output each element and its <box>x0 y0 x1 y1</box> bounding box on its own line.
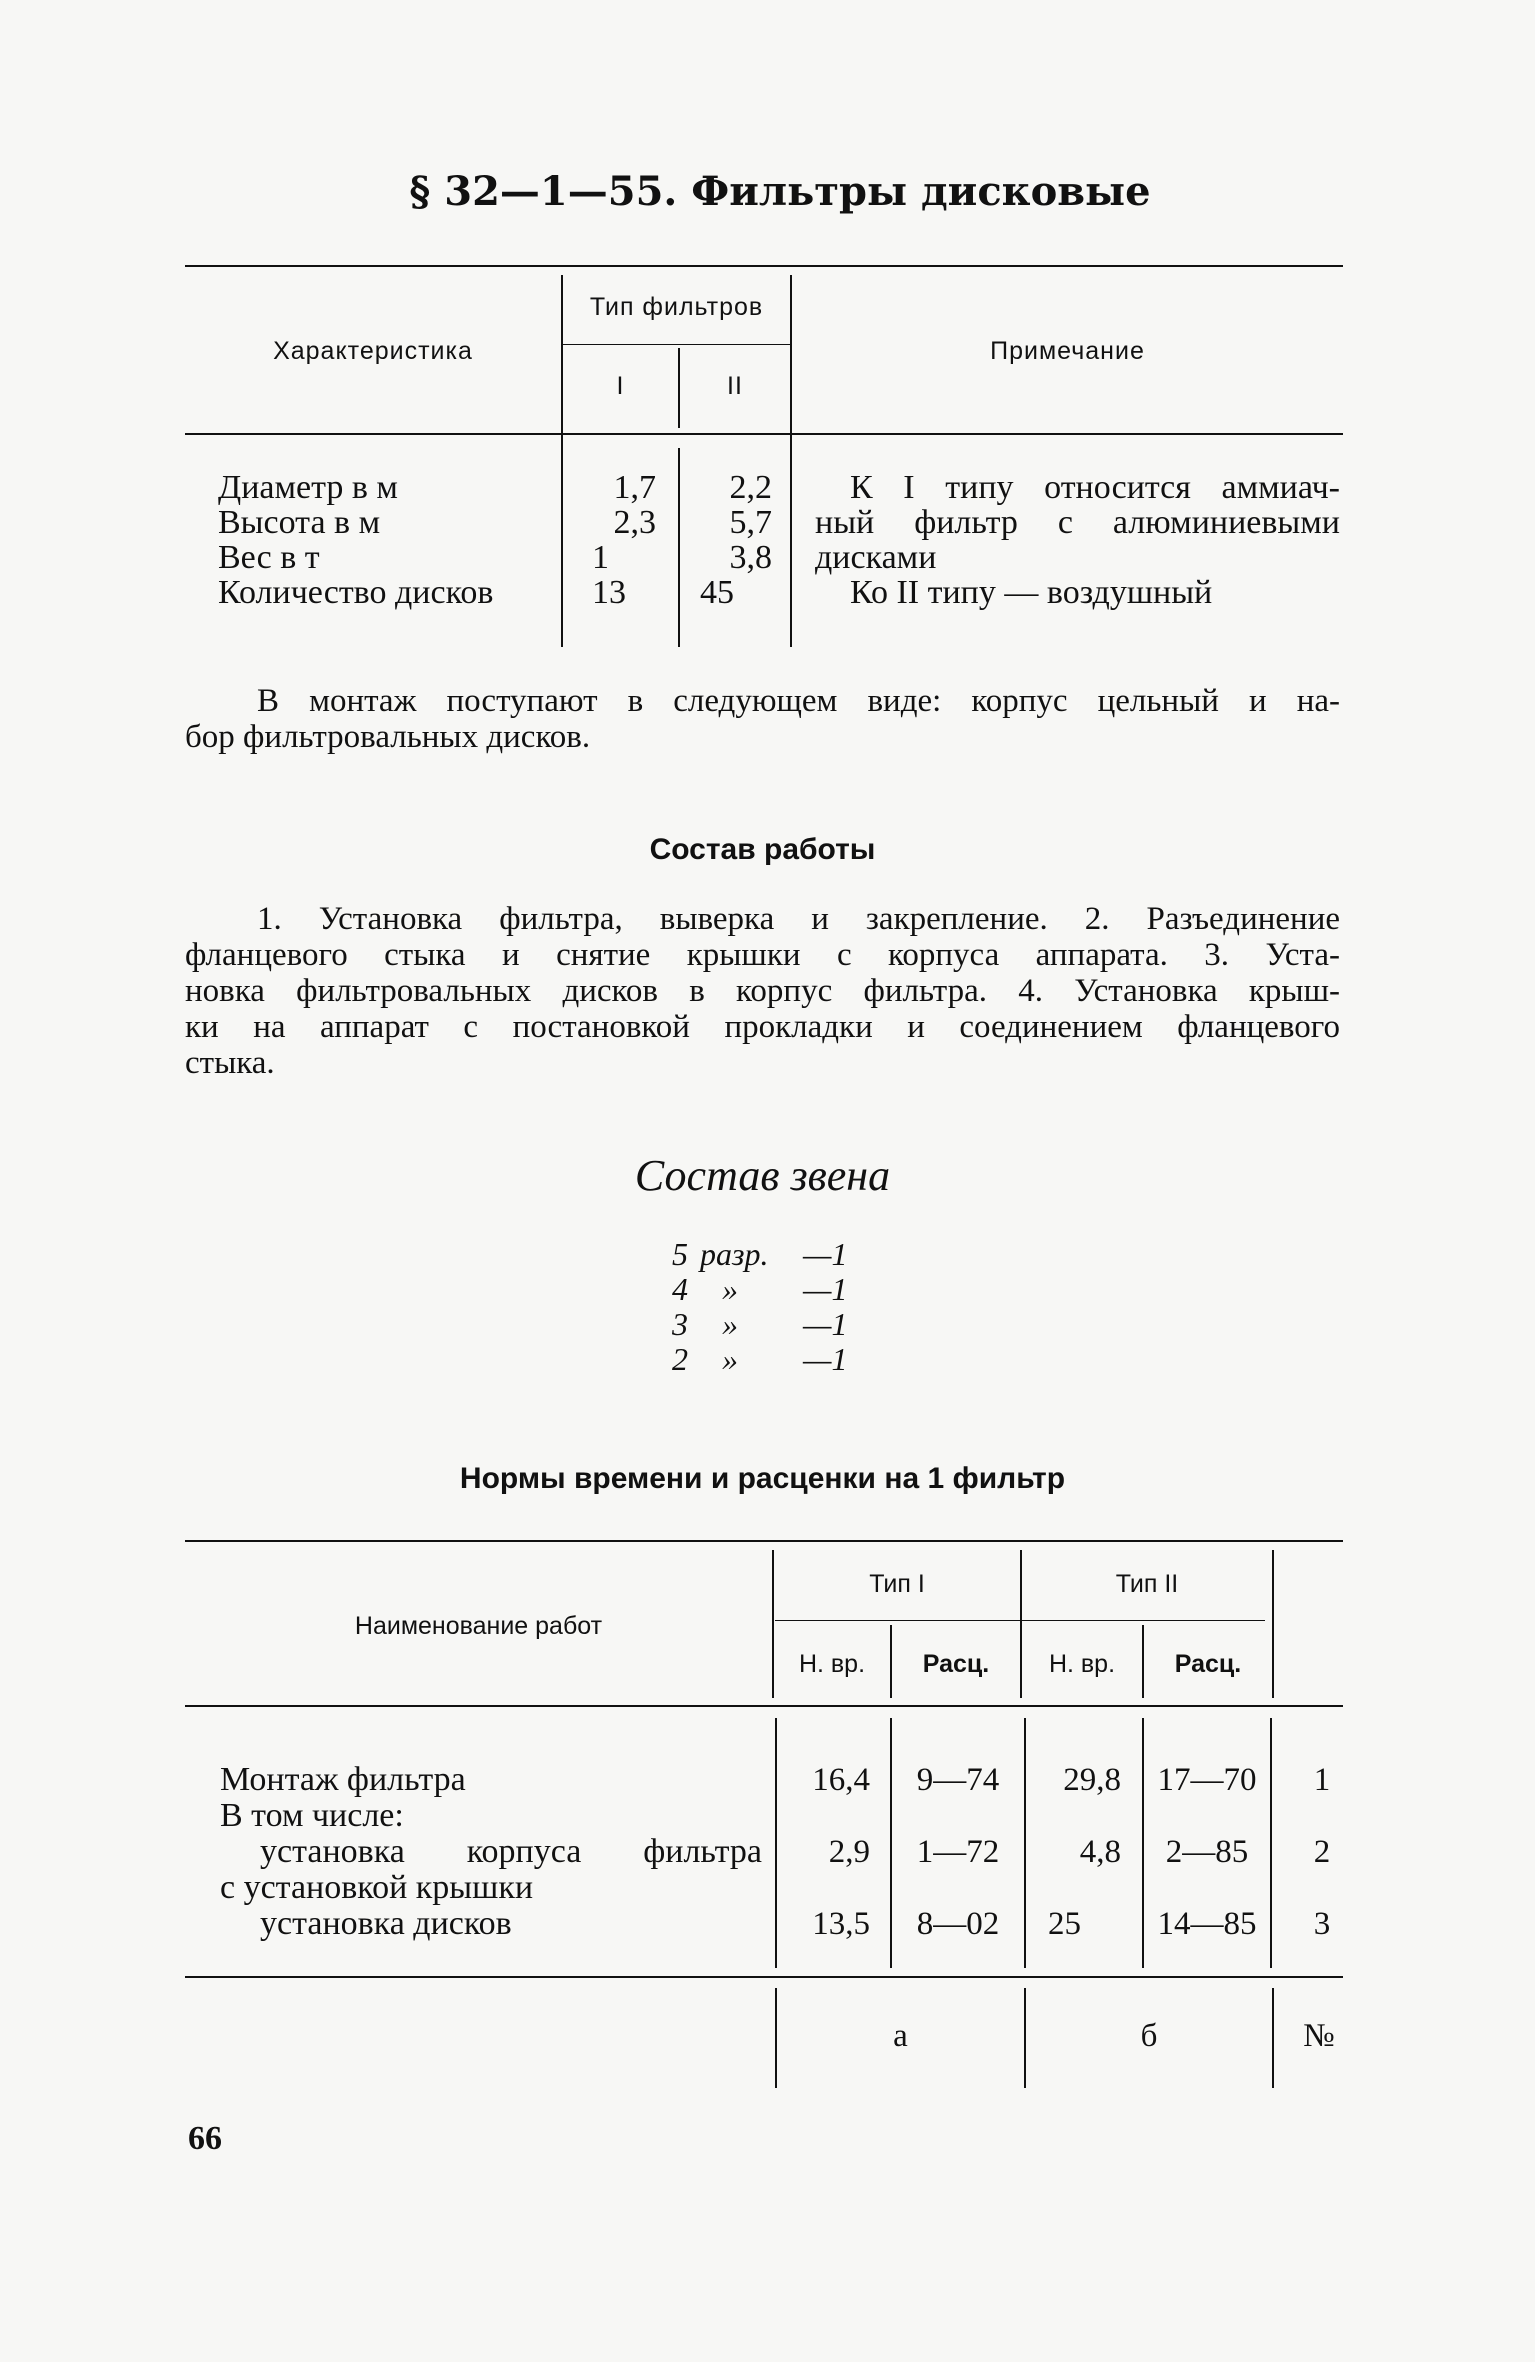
crew-label: разр. <box>700 1236 769 1272</box>
work-name-line: Монтаж фильтра <box>220 1761 466 1798</box>
type2-time: 29,8 <box>1063 1762 1121 1798</box>
value-type2: 5,7 <box>729 504 772 541</box>
header-type-2: II <box>727 372 743 400</box>
value-type2: 45 <box>700 574 734 611</box>
work-text: ки на аппарат с постановкой прокладки и соединением фланцевого <box>185 1009 1340 1045</box>
note-line: К I типу относится аммиач- <box>850 469 1340 506</box>
header-type-1: I <box>616 372 625 400</box>
delivery-text: бор фильтровальных дисков. <box>185 719 591 755</box>
delivery-text: В монтаж поступают в следующем виде: корпус цельный и на- <box>257 683 1340 719</box>
type2-rate: 2—85 <box>1165 1834 1249 1870</box>
header-rate: Расц. <box>922 1650 990 1678</box>
type1-time: 2,9 <box>828 1834 870 1870</box>
crew-count: —1 <box>803 1341 848 1377</box>
type2-rate: 17—70 <box>1157 1762 1257 1798</box>
table2-vline <box>1270 1718 1272 1968</box>
crew-label: » <box>722 1306 738 1342</box>
header-note: Примечание <box>990 337 1145 365</box>
header-time: Н. вр. <box>1048 1650 1116 1678</box>
value-type2: 2,2 <box>729 469 772 506</box>
table1-top-rule <box>185 265 1343 267</box>
work-text: новка фильтровальных дисков в корпус фильтра. 4. Установка крыш- <box>185 973 1340 1009</box>
type1-rate: 1—72 <box>916 1834 1000 1870</box>
crew-count: —1 <box>803 1236 848 1272</box>
value-type1: 13 <box>592 574 626 611</box>
row-name: Диаметр в м <box>218 469 398 506</box>
type2-time: 4,8 <box>1079 1834 1121 1870</box>
value-type1: 2,3 <box>613 504 656 541</box>
work-name-line: установка дисков <box>260 1905 512 1942</box>
type2-time: 25 <box>1048 1906 1081 1942</box>
work-name-line: В том числе: <box>220 1797 404 1834</box>
page-number: 66 <box>188 2120 222 2157</box>
row-name: Вес в т <box>218 539 320 576</box>
table2-header-rule <box>185 1705 1343 1707</box>
header-type-1: Тип I <box>869 1570 925 1598</box>
crew-count: —1 <box>803 1306 848 1342</box>
work-name-line: установка корпуса фильтра <box>260 1833 762 1870</box>
table1-vline <box>561 275 563 647</box>
table2-bottom-rule <box>185 1976 1343 1978</box>
header-filter-type: Тип фильтров <box>589 293 764 321</box>
table1-vline <box>790 275 792 647</box>
table2-vline <box>1272 1550 1274 1698</box>
crew-grade: 5 <box>672 1236 688 1272</box>
crew-label: » <box>722 1271 738 1307</box>
table1-header-rule <box>185 433 1343 435</box>
row-name: Количество дисков <box>218 574 494 611</box>
crew-heading: Состав звена <box>634 1151 891 1200</box>
type1-time: 13,5 <box>812 1906 870 1942</box>
row-number: 1 <box>1313 1762 1331 1798</box>
work-text: фланцевого стыка и снятие крышки с корпуса аппарата. 3. Уста- <box>185 937 1340 973</box>
work-heading: Состав работы <box>649 833 876 866</box>
crew-count: —1 <box>803 1271 848 1307</box>
row-number: 3 <box>1313 1906 1331 1942</box>
column-label-number: № <box>1303 2018 1335 2054</box>
type1-time: 16,4 <box>812 1762 870 1798</box>
value-type1: 1 <box>592 539 609 576</box>
crew-grade: 2 <box>672 1341 688 1377</box>
row-number: 2 <box>1313 1834 1331 1870</box>
section-title: § 32—1—55. Фильтры дисковые <box>409 168 1151 215</box>
type1-rate: 9—74 <box>916 1762 1000 1798</box>
header-characteristic: Характеристика <box>273 337 473 365</box>
note-line: дисками <box>815 539 937 576</box>
table1-subheader-rule <box>563 344 790 345</box>
type1-rate: 8—02 <box>916 1906 1000 1942</box>
type2-rate: 14—85 <box>1157 1906 1257 1942</box>
crew-grade: 4 <box>672 1271 688 1307</box>
work-text: стыка. <box>185 1045 275 1081</box>
norms-heading: Нормы времени и расценки на 1 фильтр <box>459 1462 1066 1495</box>
value-type2: 3,8 <box>729 539 772 576</box>
crew-label: » <box>722 1341 738 1377</box>
column-label-a: а <box>893 2018 908 2054</box>
note-line: ный фильтр с алюминиевыми <box>815 504 1340 541</box>
work-text: 1. Установка фильтра, выверка и закрепление. 2. Разъединение <box>257 901 1340 937</box>
header-type-2: Тип II <box>1115 1570 1179 1598</box>
crew-grade: 3 <box>672 1306 688 1342</box>
header-rate: Расц. <box>1174 1650 1242 1678</box>
table2-top-rule <box>185 1540 1343 1542</box>
row-name: Высота в м <box>218 504 381 541</box>
column-label-b: б <box>1140 2018 1158 2054</box>
header-work-name: Наименование работ <box>354 1612 603 1640</box>
note-line: Ко II типу — воздушный <box>850 574 1213 611</box>
header-time: Н. вр. <box>798 1650 866 1678</box>
value-type1: 1,7 <box>613 469 656 506</box>
work-name-line: с установкой крышки <box>220 1869 534 1906</box>
